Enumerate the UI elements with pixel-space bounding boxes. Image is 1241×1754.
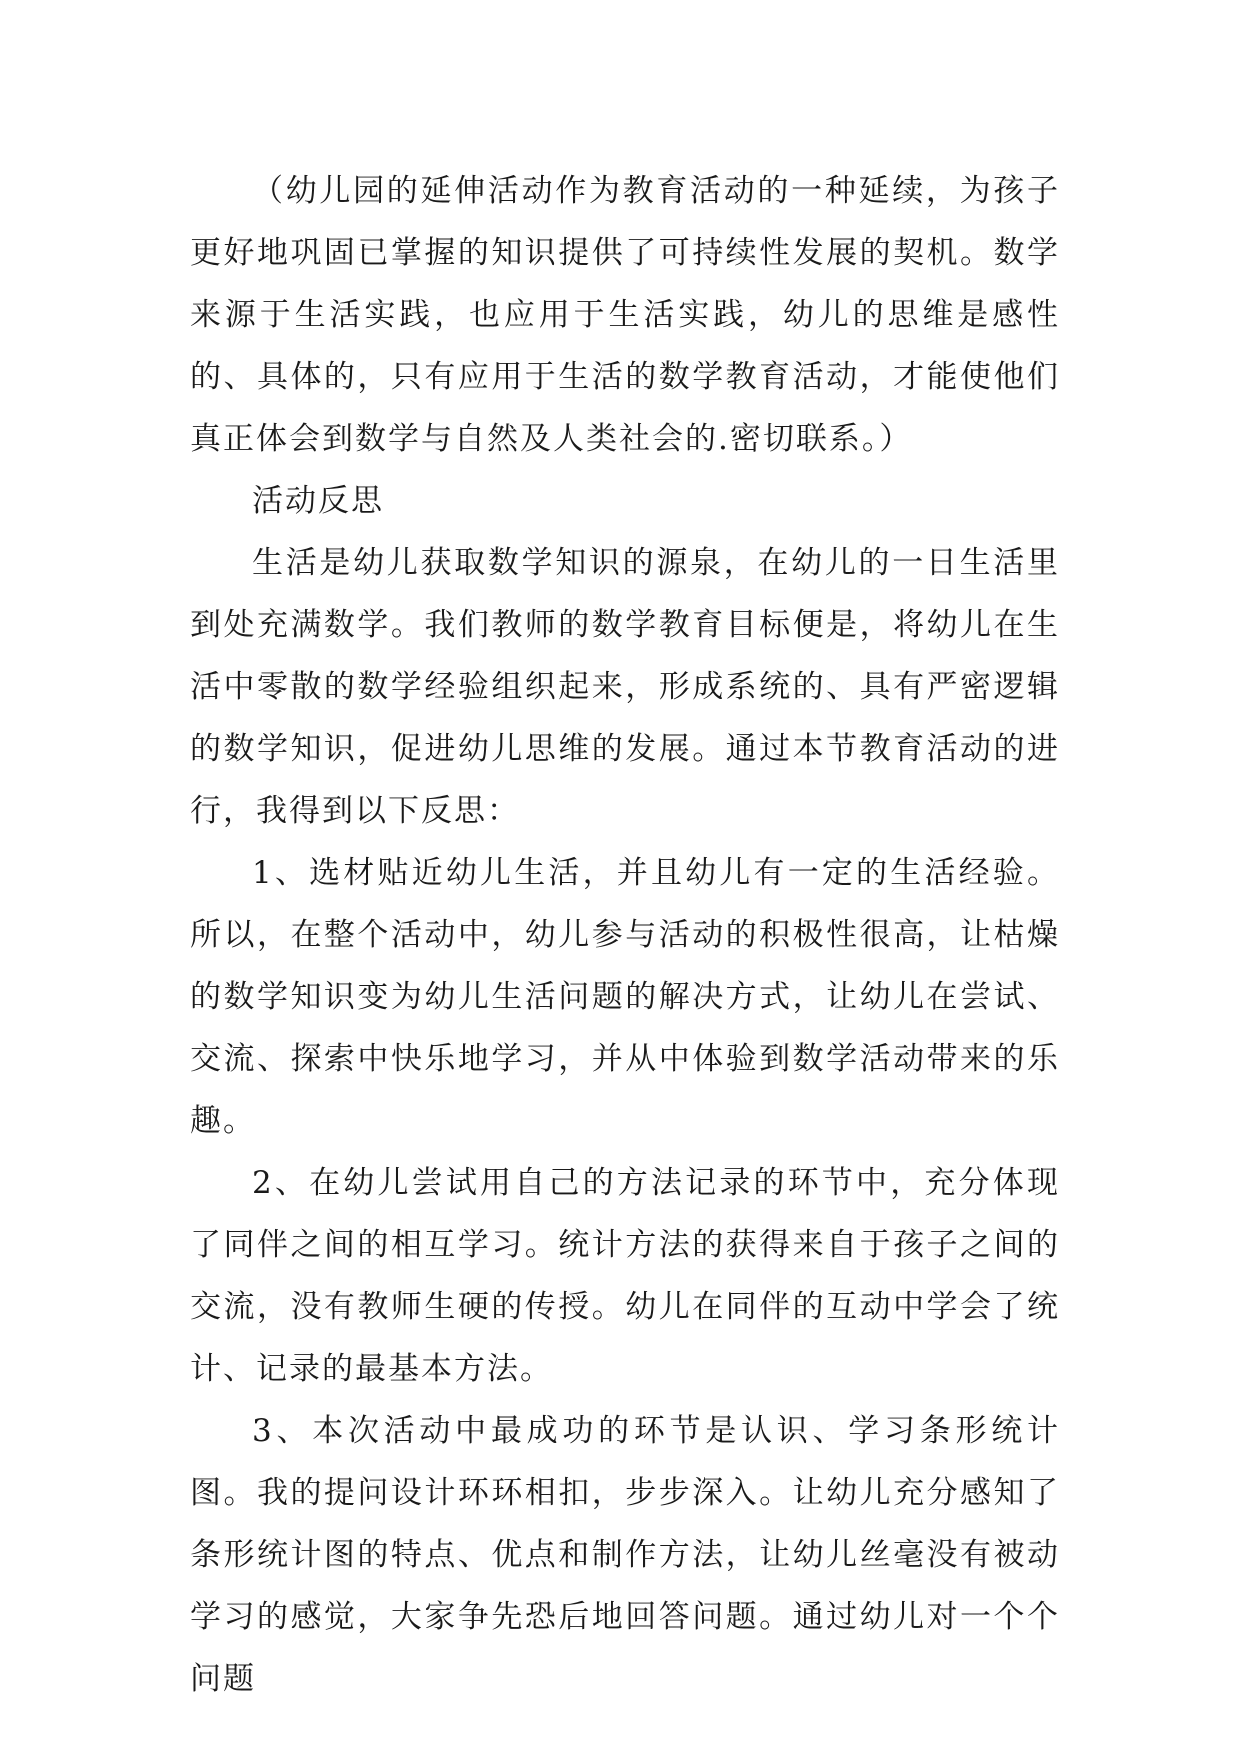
paragraph-point-1: 1、选材贴近幼儿生活，并且幼儿有一定的生活经验。所以，在整个活动中，幼儿参与活动的积极性很高，让枯燥的数学知识变为幼儿生活问题的解决方式，让幼儿在尝试、交流、探索中快乐地学习，并从中体验到数学活动带来的乐趣。 (190, 855, 1060, 1139)
section-heading-reflection: 活动反思 (252, 483, 384, 519)
document-body (190, 160, 1060, 1710)
paragraph-reflection-intro: 生活是幼儿获取数学知识的源泉，在幼儿的一日生活里到处充满数学。我们教师的数学教育目标便是，将幼儿在生活中零散的数学经验组织起来，形成系统的、具有严密逻辑的数学知识，促进幼儿思维的发展。通过本节教育活动的进行，我得到以下反思： (190, 545, 1060, 829)
paragraph-point-2: 2、在幼儿尝试用自己的方法记录的环节中，充分体现了同伴之间的相互学习。统计方法的获得来自于孩子之间的交流，没有教师生硬的传授。幼儿在同伴的互动中学会了统计、记录的最基本方法。 (190, 1165, 1060, 1387)
paragraph-point-3: 3、本次活动中最成功的环节是认识、学习条形统计图。我的提问设计环环相扣，步步深入。让幼儿充分感知了条形统计图的特点、优点和制作方法，让幼儿丝毫没有被动学习的感觉，大家争先恐后地回答问题。通过幼儿对一个个问题 (190, 1413, 1060, 1697)
paragraph-extension-note: （幼儿园的延伸活动作为教育活动的一种延续，为孩子更好地巩固已掌握的知识提供了可持续性发展的契机。数学来源于生活实践，也应用于生活实践，幼儿的思维是感性的、具体的，只有应用于生活的数学教育活动，才能使他们真正体会到数学与自然及人类社会的.密切联系。） (190, 173, 1060, 457)
